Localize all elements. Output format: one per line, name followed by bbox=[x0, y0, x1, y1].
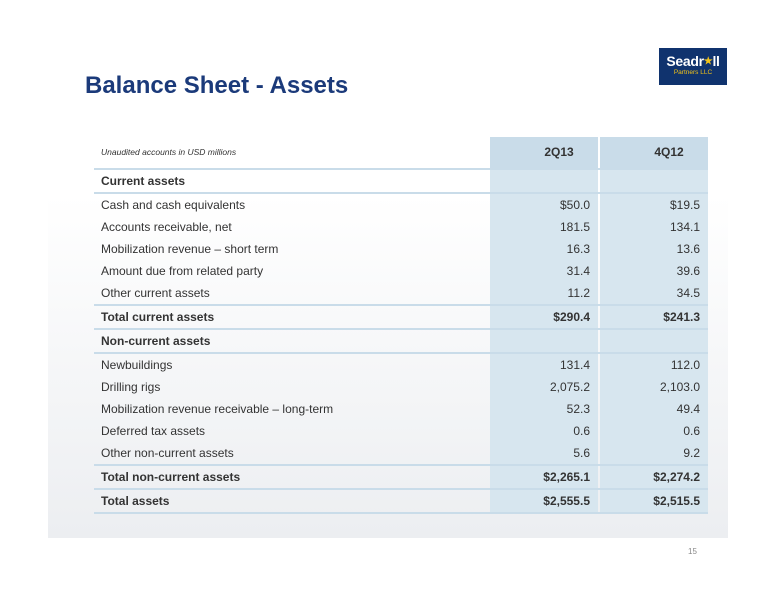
table-row: Amount due from related party 31.4 39.6 bbox=[94, 260, 708, 282]
table-header-row bbox=[94, 137, 708, 168]
page-title: Balance Sheet - Assets bbox=[85, 72, 349, 99]
table-row: Mobilization revenue – short term 16.3 13.6 bbox=[94, 238, 708, 260]
logo-subtitle: Partners LLC bbox=[673, 69, 713, 76]
total-current-assets-row: Total current assets $290.4 $241.3 bbox=[94, 306, 708, 328]
total-assets-row: Total assets $2,555.5 $2,515.5 bbox=[94, 490, 708, 512]
logo-name: Seadr★ll bbox=[666, 53, 720, 69]
table-row: Mobilization revenue receivable – long-term 52.3 49.4 bbox=[94, 398, 708, 420]
star-icon: ★ bbox=[703, 56, 713, 67]
table-row: Newbuildings 131.4 112.0 bbox=[94, 354, 708, 376]
page-number: 15 bbox=[688, 547, 697, 556]
table-row: Other non-current assets 5.6 9.2 bbox=[94, 442, 708, 464]
units-note: Unaudited accounts in USD millions bbox=[101, 147, 237, 157]
table-row: Other current assets 11.2 34.5 bbox=[94, 282, 708, 304]
table-row: Accounts receivable, net 181.5 134.1 bbox=[94, 216, 708, 238]
section-header-noncurrent: Non-current assets bbox=[94, 330, 708, 352]
section-header-current: Current assets bbox=[94, 170, 708, 192]
balance-sheet-table bbox=[94, 137, 708, 514]
total-noncurrent-assets-row: Total non-current assets $2,265.1 $2,274.2 bbox=[94, 466, 708, 488]
column-header-2q13: 2Q13 bbox=[490, 137, 598, 168]
table-row: Deferred tax assets 0.6 0.6 bbox=[94, 420, 708, 442]
column-header-4q12: 4Q12 bbox=[600, 137, 708, 168]
company-logo bbox=[659, 48, 727, 85]
table-row: Drilling rigs 2,075.2 2,103.0 bbox=[94, 376, 708, 398]
table-row: Cash and cash equivalents $50.0 $19.5 bbox=[94, 194, 708, 216]
divider bbox=[94, 512, 708, 514]
